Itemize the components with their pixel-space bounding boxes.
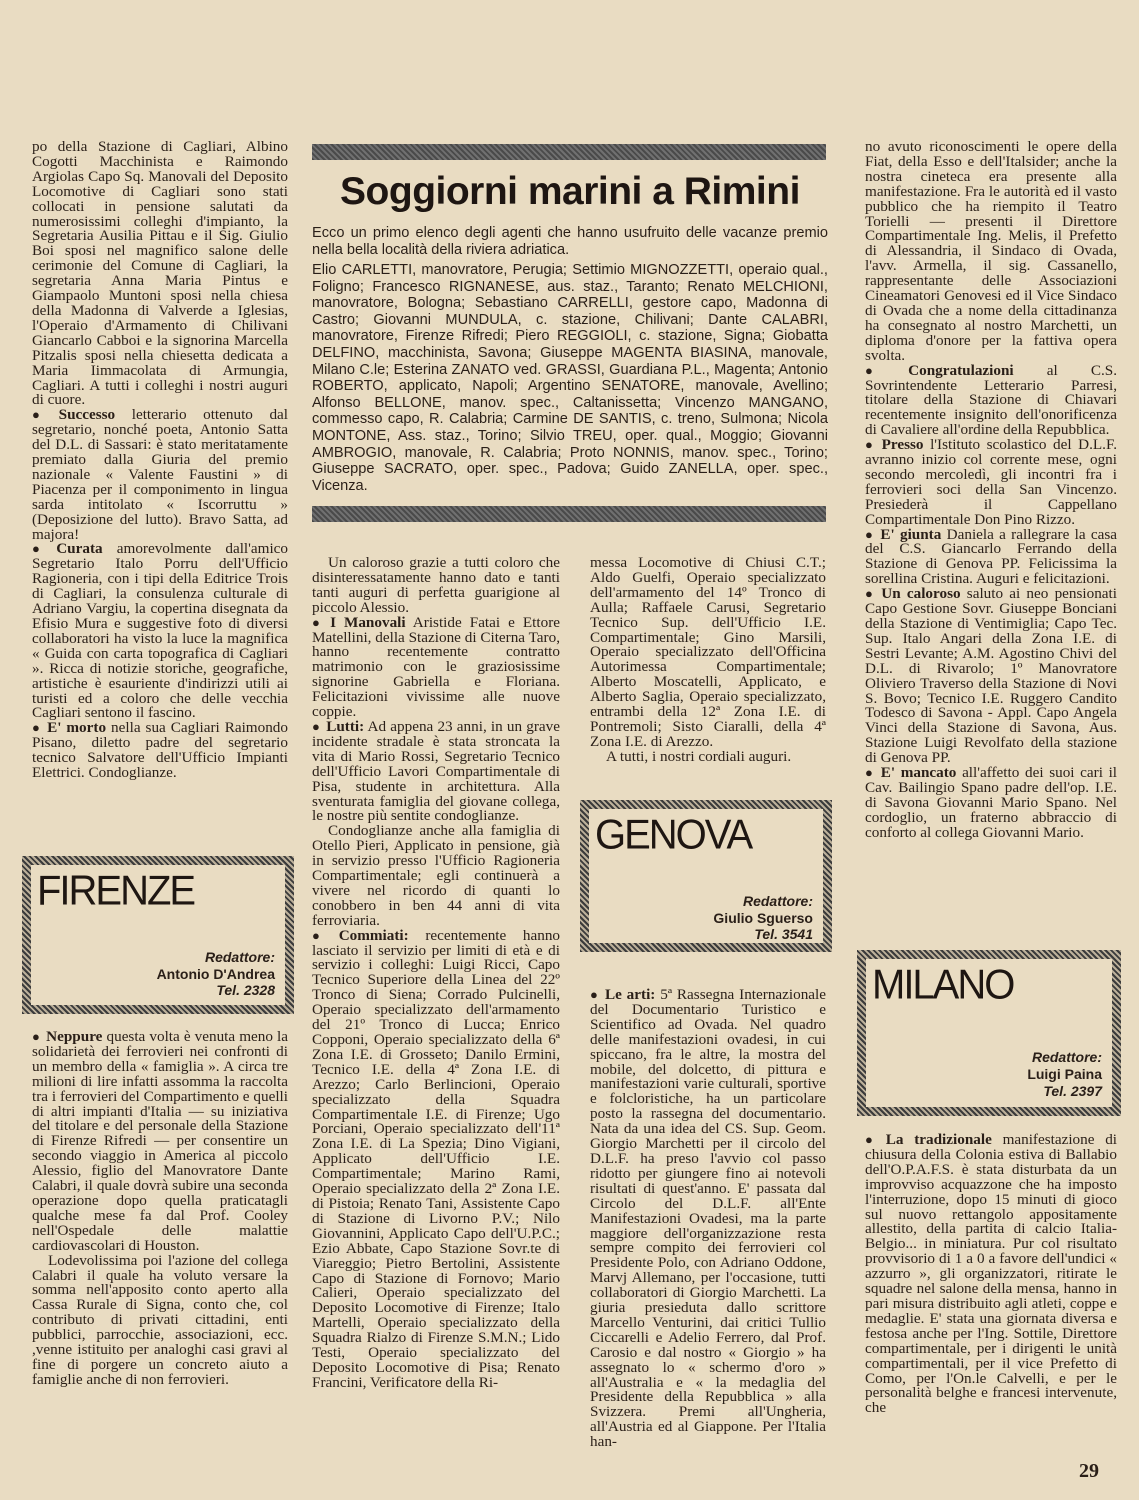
article-title: Soggiorni marini a Rimini xyxy=(340,170,800,213)
city-heading: FIRENZE xyxy=(37,867,195,915)
paragraph-text: manifestazione di chiusura della Colonia estiva di Ballabio dell'O.P.A.F.S. è stata disturbata da un improvviso acquazzone che ha imposto l'interruzione, dopo 15 minuti di gioco sul nuovo rettangolo appositamente allestito, della partita di calcio Italia-Belgio... in miniatura. Pur col risultato provvisorio di 1 a 0 a favore dell'undici « azzurro », gli organizzatori, ritirate le squadre nel salone della mensa, hanno in pari misura distribuito agli atleti, coppe e medaglie. E' stata una giornata diversa e festosa anche per l'Ing. Sottile, Direttore compartimentale, per i dirigenti le unità compartimentali, per il vice Prefetto di Como, per l'On.le Calvelli, e per le personalità belghe e francesi intervenute, che xyxy=(865,1131,1118,1417)
paragraph xyxy=(32,721,288,781)
paragraph-text: all'affetto dei suoi cari il Cav. Bailingio Spano padre dell'op. I.E. di Savona Giovanni Mario Spano. Nel cordoglio, un fraterno abbraccio di conforto al collega Giovanni Mario. xyxy=(865,764,1118,841)
paragraph: Condoglianze anche alla famiglia di Otello Pieri, Applicato in pensione, già in servizio presso l'Ufficio Ragioneria Compartimentale; egli continuerà a vivere nel ricordo di quanti lo conobbero in ben 44 anni di vita ferroviaria. xyxy=(312,822,560,929)
article-intro: Ecco un primo elenco degli agenti che hanno usufruito delle vacanze premio nella bella località della riviera adriatica. xyxy=(312,225,828,258)
bullet-icon: ● xyxy=(865,437,876,453)
bullet-icon: ● xyxy=(32,407,53,423)
paragraph-text: recentemente hanno lasciato il servizio per limiti di età e di servizio i colleghi: Luigi Ricci, Capo Tecnico Superiore della Linea del 22º Tronco di Siena; Corrado Pulcinelli, Operaio specializzato dell'armamento del 21º Tronco di Lucca; Enrico Copponi, Operaio specializzato della 6ª Zona I.E. di Grosseto; Danilo Ermini, Tecnico I.E. della 4ª Zona I.E. di Arezzo; Carlo Berlincioni, Operaio specializzato della Squadra Compartimentale I.E. di Firenze; Ugo Porciani, Operaio specializzato dell'11ª Zona I.E. di La Spezia; Dino Vigiani, Applicato dell'Ufficio I.E. Compartimentale; Marino Rami, Operaio specializzato della 2ª Zona I.E. di Pistoia; Renato Tani, Assistente Capo di Stazione di Livorno P.V.; Nilo Giovannini, Applicato Capo dell'U.P.C.; Ezio Abbate, Capo Stazione Sovr.te di Viareggio; Pietro Bertolini, Assistente Capo di Stazione di Fornovo; Mario Calieri, Operaio specializzato del Deposito Locomotive di Firenze; Italo Martelli, Operaio specializzato della Squadra Rialzo di Firenze S.M.N.; Lido Testi, Operaio specializzato del Deposito Locomotive di Pisa; Renato Francini, Verificatore della Ri- xyxy=(312,926,561,1391)
paragraph xyxy=(312,717,560,825)
paragraph xyxy=(590,988,826,1450)
paragraph-text: 5ª Rassegna Internazionale del Documentario Turistico e Scientifico ad Ovada. Nel quadro delle manifestazioni ovadesi, in cui spiccano, fra le altre, la mostra del mobile, del dolcetto, di pittura e manifestazioni varie culturali, sportive e folcloristiche, ha un particolare posto la rassegna del documentario. Nata da una idea del CS. Sup. Geom. Giorgio Marchetti per il circolo del D.L.F. ha preso l'avvio col passo ridotto per giungere fino ai notevoli risultati di quest'anno. E' passata dal Circolo del D.L.F. all'Ente Manifestazioni Ovadesi, ma la parte maggiore dell'organizzazione resta sempre compito dei ferrovieri col Presidente Polo, con Adriano Oddone, Marvj Allemano, per l'occasione, tutti collaboratori di Giorgio Marchetti. La giuria presieduta dallo scrittore Marcello Venturini, dai critici Tullio Ciccarelli e Adelio Ferrero, dal Prof. Carosio e dal nostro « Giorgio » ha assegnato lo « schermo d'oro » all'Australia e « la medaglia del Presidente della Repubblica » alla Svizzera. Premi all'Ungheria, all'Austria ed al Giappone. Per l'Italia han- xyxy=(590,986,827,1451)
lead-word: Curata xyxy=(56,540,103,558)
lead-word: Un caloroso xyxy=(881,585,961,603)
column-2 xyxy=(312,556,560,1391)
page-number: 29 xyxy=(1079,1460,1099,1482)
paragraph: messa Locomotive di Chiusi C.T.; Aldo Guelfi, Operaio specializzato dell'armamento del 14º Tronco di Aulla; Raffaele Carusi, Segretario Tecnico Sup. dell'Ufficio I.E. Compartimentale; Gino Marsili, Operaio specializzato dell'Officina Autorimessa Compartimentale; Alberto Moscatelli, Applicato, e Alberto Saglia, Operaio specializzato, entrambi della 12ª Zona I.E. di Pontremoli; Sisto Ciaralli, della 4ª Zona I.E. di Arezzo. xyxy=(590,554,826,750)
editor-name: Giulio Sguerso xyxy=(713,910,813,926)
paragraph-text: l'Istituto scolastico del D.L.F. avranno inizio col corrente mese, ogni secondo mercoledì, gli incontri fra i ferrovieri soci della San Vincenzo. Presiederà il Cappellano Compartimentale Don Pino Rizzo. xyxy=(865,436,1117,528)
paragraph-text: nella sua Cagliari Raimondo Pisano, diletto padre del segretario tecnico Salvatore dell'Ufficio Impianti Elettrici. Condoglianze. xyxy=(32,719,288,782)
paragraph: Lodevolissima poi l'azione del collega Calabri il quale ha voluto versare la somma nell'apposito conto aperto alla Cassa Rurale di Signa, conto che, col contributo di privati cittadini, enti pubblici, parrocchie, associazioni, ecc. ,venne istituito per analoghi casi gravi al fine di porgere un concreto aiuto a famiglie anche di non ferrovieri. xyxy=(32,1251,288,1388)
lead-word: Commiati: xyxy=(338,926,409,944)
lead-word: Presso xyxy=(881,436,924,454)
column-1-top xyxy=(32,140,288,781)
vacation-list: Elio CARLETTI, manovratore, Perugia; Settimio MIGNOZZETTI, operaio qual., Foligno; Francesco RIGNANESE, aus. staz., Taranto; Renato MELCHIONI, manovratore, Bologna; Sebastiano CARRELLI, gestore capo, Madonna di Castro; Giovanni MUNDULA, c. stazione, Chilivani; Dante CALABRI, manovratore, Firenze Rifredi; Piero REGGIOLI, c. stazione, Signa; Giobatta DELFINO, macchinista, Savona; Giuseppe MAGENTA BIASINA, manovale, Milano C.le; Esterina ZANATO ved. GRASSI, Guardiana P.L., Magenta; Antonio ROBERTO, applicato, Napoli; Argentino SENATORE, manovale, Avellino; Alfonso BELLONE, manov. spec., Caltanissetta; Vincenzo MANGANO, commesso capo, R. Calabria; Carmine DE SANTIS, c. treno, Sulmona; Nicola MONTONE, Ass. staz., Torino; Silvio TREU, oper. qual., Moggio; Giovanni AMBROGIO, manovale, R. Calabria; Proto NONNIS, manov. spec., Torino; Giuseppe SACRATO, oper. spec., Padova; Guido ZANELLA, oper. spec., Vicenza. xyxy=(312,262,828,494)
paragraph: A tutti, i nostri cordiali auguri. xyxy=(606,747,792,765)
paragraph xyxy=(865,766,1117,841)
paragraph xyxy=(865,361,1118,439)
bullet-icon: ● xyxy=(865,526,875,542)
bullet-icon: ● xyxy=(32,720,42,736)
column-3-bottom xyxy=(590,988,826,1450)
bullet-icon: ● xyxy=(865,586,876,602)
paragraph-text: al C.S. Sovrintendente Letterario Parresi, titolare della Stazione di Chiavari recentemente insignito dell'onorificenza di Cavaliere all'ordine della Repubblica. xyxy=(865,361,1118,439)
paragraph-text: questa volta è venuta meno la solidarietà dei ferrovieri nei confronti di un membro della « famiglia ». A circa tre milioni di lire infatti assomma la raccolta tra i ferrovieri del Compartimento e quelli di altri impianti d'Italia — su iniziativa del titolare e del personale della Stazione di Firenze Rifredi — per consentire un secondo viaggio in America al piccolo Alessio, figlio del Manovratore Dante Calabri, il quale dovrà subire una seconda operazione dopo quella praticatagli qualche mese fa dal Prof. Cooley nell'Ospedale delle malattie cardiovascolari di Houston. xyxy=(32,1028,289,1254)
column-3-top xyxy=(590,556,826,765)
paragraph: no avuto riconoscimenti le opere della Fiat, della Esso e dell'Italsider; anche la nostra cineteca era presente alla manifestazione. Fra le autorità ed il vasto pubblico che ha riempito il Teatro Torielli — presenti il Direttore Compartimentale Ing. Melis, il Prefetto di Alessandria, il Sindaco di Ovada, l'avv. Armella, il sig. Cassanello, rappresentante delle Associazioni Cineamatori Genovesi ed il Vice Sindaco di Ovada che a nome della cittadinanza ha consegnato al nostro Marchetti, un diploma d'onore per la fattiva opera svolta. xyxy=(865,138,1117,364)
bullet-icon: ● xyxy=(312,718,321,734)
paragraph xyxy=(312,926,561,1391)
paragraph-text: letterario ottenuto dal segretario, nonché poeta, Antonio Satta del D.L. di Sassari: è stato meritatamente premiato dalla Giuria del premio nazionale « Valente Faustini » di Piacenza per il componimento in lingua sarda intitolato « Iscorruttu » (Deposizione del lutto). Bravo Satta, ad majora! xyxy=(32,406,289,543)
paragraph xyxy=(32,542,288,721)
paragraph-text: amorevolmente dall'amico Segretario Italo Porru dell'Ufficio Ragioneria, con i tipi della Editrice Trois di Cagliari, la consulenza culturale di Adriano Vargiu, la copertina disegnata da Efisio Mura e suggestive foto di diversi collaboratori ha visto la luce la magnifica « Guida con carta topografica di Cagliari ». Ricca di notizie storiche, geografiche, artistiche è esauriente d'indirizzi utili ai turisti ed a coloro che delle vecchia Cagliari sentono il fascino. xyxy=(32,540,288,722)
editor-phone: Tel. 3541 xyxy=(754,926,813,942)
paragraph xyxy=(32,1030,288,1254)
column-4-top xyxy=(865,140,1117,841)
paragraph: Un caloroso grazie a tutti coloro che disinteressatamente hanno dato e tanti tanti auguri di perfetta guarigione al piccolo Alessio. xyxy=(312,554,560,616)
paragraph-text: saluto ai neo pensionati Capo Gestione Sovr. Giuseppe Bonciani della Stazione di Ventimiglia; Capo Tec. Sup. Italo Angari della Zona I.E. di Sestri Levante; A.M. Agostino Chivi del D.L. di Rivarolo; 1º Manovratore Oliviero Traverso della Stazione di Novi S. Bovo; Tecnico I.E. Ruggero Candito Todesco di Savona - Appl. Capo Angela Vinci della Stazione di Savona, Aus. Stazione Luigi Revolfato della stazione di Genova PP. xyxy=(865,585,1117,767)
lead-word: I Manovali xyxy=(330,613,406,631)
milano-box xyxy=(857,950,1121,1116)
firenze-box xyxy=(22,856,294,1014)
paragraph xyxy=(865,587,1117,766)
column-4-bottom xyxy=(865,1133,1117,1416)
lead-word: Neppure xyxy=(46,1028,103,1045)
paragraph-text: Ad appena 23 anni, in un grave incidente stradale è stata stroncata la vita di Mario Rossi, Segretario Tecnico dell'Ufficio Lavori Compartimentale di Pisa, studente in architettura. Alla sventurata famiglia del giovane collega, le nostre più sentite condoglianze. xyxy=(312,717,560,825)
lead-word: E' mancato xyxy=(880,764,957,782)
bullet-icon: ● xyxy=(32,1029,41,1044)
paragraph xyxy=(865,525,1118,588)
lead-word: E' morto xyxy=(47,719,107,737)
city-heading: GENOVA xyxy=(595,811,752,859)
paragraph-text: Daniela a rallegrare la casa del C.S. Giancarlo Ferrando della Stazione di Genova PP. Felicissima la sorellina Cristina. Auguri e felicitazioni. xyxy=(865,525,1118,588)
bullet-icon: ● xyxy=(312,614,325,630)
bullet-icon: ● xyxy=(865,1132,880,1147)
editor-role: Redattore: xyxy=(1031,1049,1102,1065)
bullet-icon: ● xyxy=(865,765,875,781)
bullet-icon: ● xyxy=(312,927,333,943)
editor-role: Redattore: xyxy=(204,949,275,965)
paragraph xyxy=(865,1133,1117,1416)
lead-word: Congratulazioni xyxy=(908,361,1014,379)
bottom-rule-bar xyxy=(312,506,826,522)
lead-word: Le arti: xyxy=(604,986,656,1003)
bullet-icon: ● xyxy=(590,987,599,1002)
city-heading: MILANO xyxy=(872,961,1014,1009)
lead-word: Successo xyxy=(58,406,116,424)
bullet-icon: ● xyxy=(32,541,51,557)
editor-name: Antonio D'Andrea xyxy=(156,966,275,982)
paragraph xyxy=(32,408,288,542)
editor-phone: Tel. 2328 xyxy=(216,982,275,998)
editor-phone: Tel. 2397 xyxy=(1043,1083,1102,1099)
paragraph-text: Aristide Fatai e Ettore Matellini, della Stazione di Citerna Taro, hanno recentemente contratto matrimonio con le graziosissime signorine Gabriella e Floriana. Felicitazioni vivissime alle nuove coppie. xyxy=(312,613,560,721)
column-1-bottom xyxy=(32,1030,288,1388)
lead-word: Lutti: xyxy=(326,717,365,735)
editor-name: Luigi Paina xyxy=(1027,1066,1102,1082)
editor-role: Redattore: xyxy=(742,893,813,909)
lead-word: E' giunta xyxy=(880,525,942,543)
paragraph xyxy=(312,613,560,721)
paragraph: po della Stazione di Cagliari, Albino Cogotti Macchinista e Raimondo Argiolas Capo Sq. Manovali del Deposito Locomotive di Cagliari sono stati collocati in pensione salutati da numerosissimi colleghi d'impianto, la Segretaria Ausilia Pittau e il Sig. Giulio Boi sposi nel magnifico salone delle cerimonie del Comune di Cagliari, la segretaria Anna Maria Pintus e Giampaolo Muntoni sposi nella chiesa della Madonna di Valverde a Iglesias, l'Operaio d'Armamento di Chilivani Giancarlo Cabboi e la signorina Marcella Pitzalis sposi nella chiesetta dedicata a Maria Iimmacolata di Armungia, Cagliari. A tutti i colleghi i nostri auguri di cuore. xyxy=(32,138,288,409)
top-rule-bar xyxy=(312,144,826,160)
lead-word: La tradizionale xyxy=(885,1131,992,1148)
bullet-icon: ● xyxy=(865,362,903,378)
genova-box xyxy=(580,800,832,952)
paragraph xyxy=(865,438,1117,527)
